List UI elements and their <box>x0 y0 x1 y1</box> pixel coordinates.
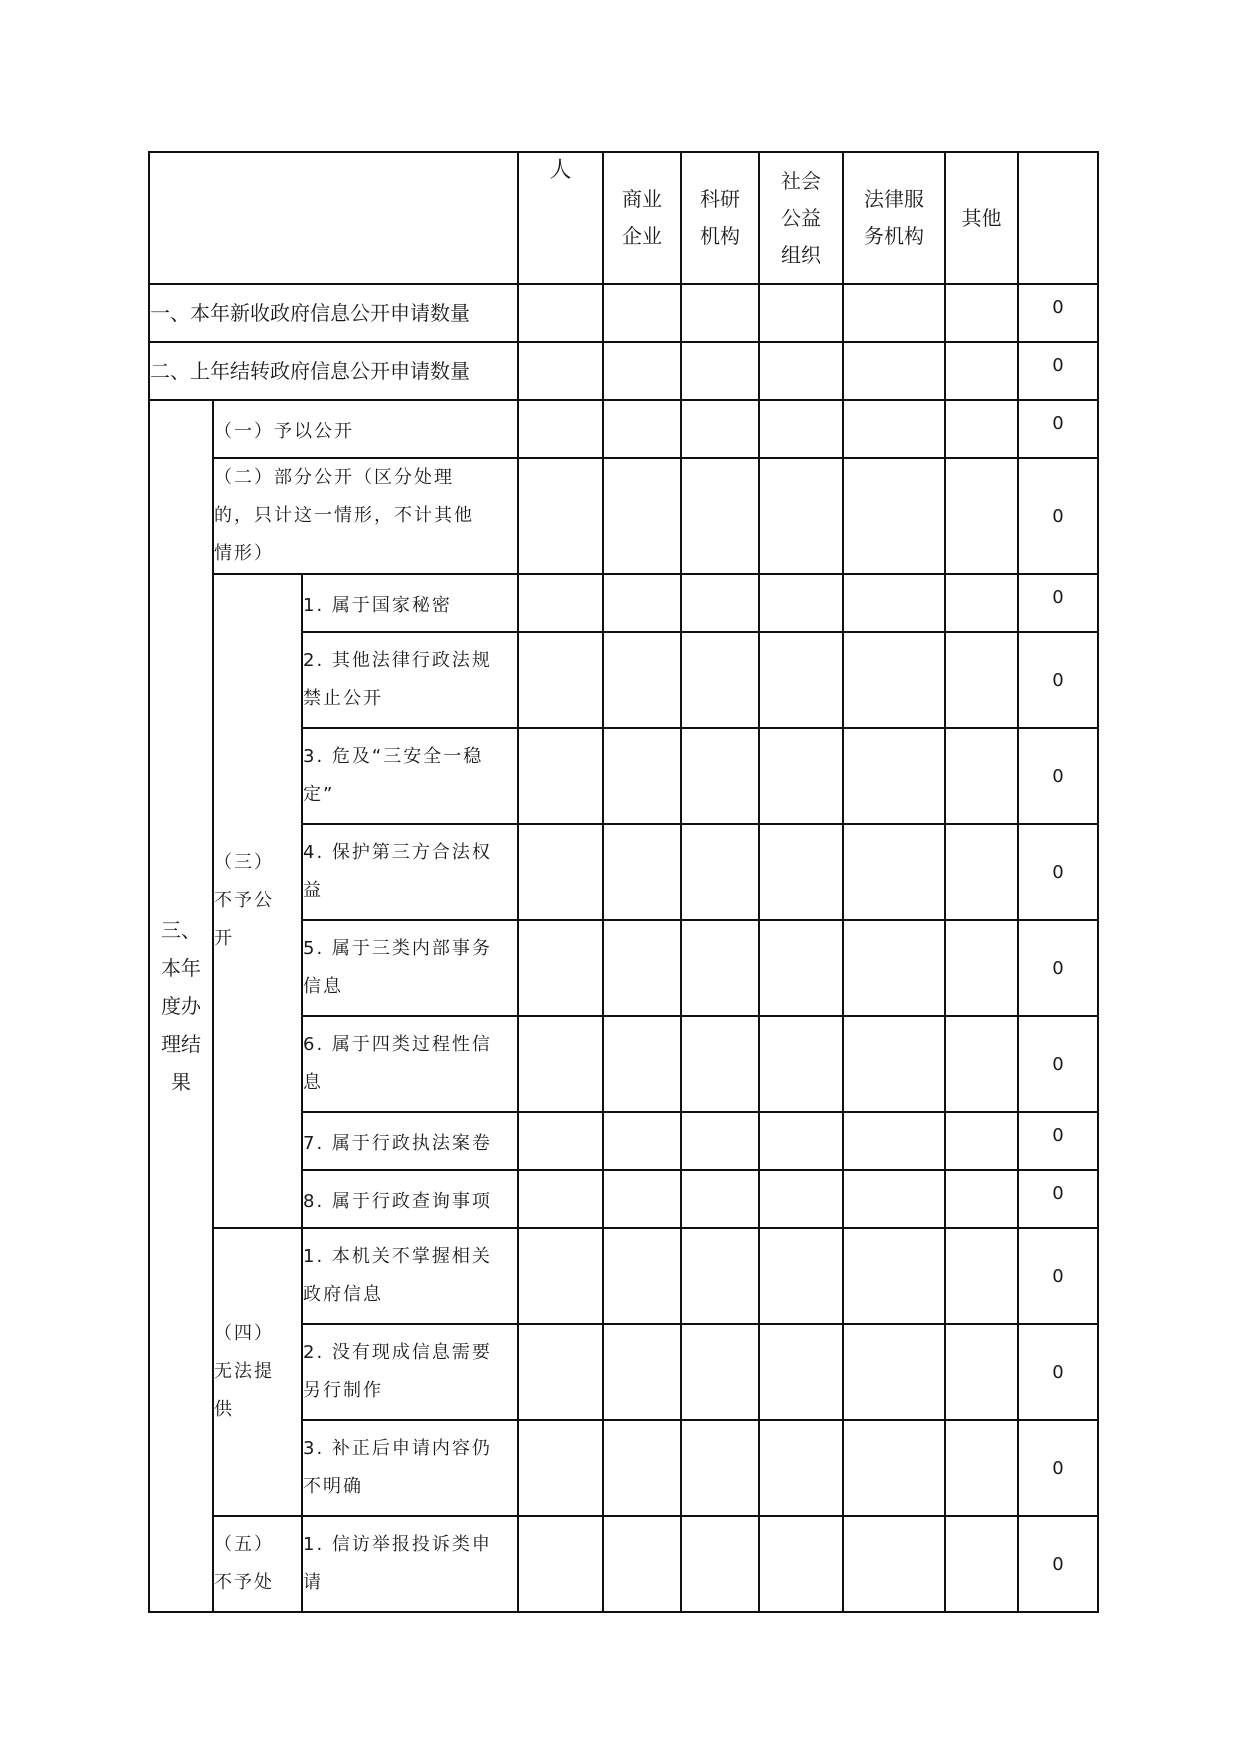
new-requests-total: 0 <box>1018 284 1098 342</box>
cell <box>945 1112 1018 1170</box>
cell <box>759 1516 843 1612</box>
cell <box>945 824 1018 920</box>
cell <box>945 1228 1018 1324</box>
cell <box>518 342 603 400</box>
unable-item-label: 2. 没有现成信息需要另行制作 <box>302 1324 518 1420</box>
cell <box>759 342 843 400</box>
header-row <box>149 152 1098 284</box>
cell <box>603 1324 681 1420</box>
cell <box>603 824 681 920</box>
cell <box>759 1016 843 1112</box>
row-new-requests <box>149 284 1098 342</box>
partial-total: 0 <box>1018 458 1098 574</box>
cell <box>681 342 759 400</box>
unable-item-label: 1. 本机关不掌握相关政府信息 <box>302 1228 518 1324</box>
partial-label: （二）部分公开（区分处理的，只计这一情形，不计其他情形） <box>213 458 518 574</box>
cell <box>681 1516 759 1612</box>
cell <box>518 824 603 920</box>
cell <box>603 632 681 728</box>
header-total-cell <box>1018 152 1098 284</box>
cell <box>518 728 603 824</box>
cell <box>681 400 759 458</box>
cell <box>945 1420 1018 1516</box>
new-requests-label: 一、本年新收政府信息公开申请数量 <box>149 284 518 342</box>
cell <box>759 400 843 458</box>
cell <box>603 1228 681 1324</box>
cell <box>843 1016 945 1112</box>
not-disclose-item-label: 8. 属于行政查询事项 <box>302 1170 518 1228</box>
not-handle-label: （五）不予处 <box>213 1516 302 1612</box>
not-disclose-item-label: 3. 危及“三安全一稳定” <box>302 728 518 824</box>
cell <box>843 284 945 342</box>
cell <box>759 824 843 920</box>
not-disclose-item-total: 0 <box>1018 1016 1098 1112</box>
not-disclose-item-total: 0 <box>1018 632 1098 728</box>
cell <box>603 1170 681 1228</box>
cell <box>843 574 945 632</box>
cell <box>681 1016 759 1112</box>
cell <box>945 728 1018 824</box>
not-disclose-item-label: 2. 其他法律行政法规禁止公开 <box>302 632 518 728</box>
row-not-disclose-1 <box>149 574 1098 632</box>
cell <box>603 284 681 342</box>
cell <box>603 1016 681 1112</box>
not-disclose-item-total: 0 <box>1018 920 1098 1016</box>
cell <box>945 632 1018 728</box>
cell <box>759 1420 843 1516</box>
cell <box>681 1324 759 1420</box>
cell <box>518 1324 603 1420</box>
cell <box>518 458 603 574</box>
cell <box>518 1420 603 1516</box>
cell <box>681 284 759 342</box>
cell <box>843 342 945 400</box>
cell <box>518 1016 603 1112</box>
cell <box>681 1420 759 1516</box>
row-disclose <box>149 400 1098 458</box>
header-person-fragment: 人 <box>518 152 603 284</box>
header-legal: 法律服务机构 <box>843 152 945 284</box>
cell <box>518 920 603 1016</box>
not-disclose-item-label: 7. 属于行政执法案卷 <box>302 1112 518 1170</box>
cell <box>603 1516 681 1612</box>
cell <box>945 1016 1018 1112</box>
cell <box>945 400 1018 458</box>
row-unable-1 <box>149 1228 1098 1324</box>
cell <box>681 728 759 824</box>
cell <box>945 1516 1018 1612</box>
not-disclose-item-label: 4. 保护第三方合法权益 <box>302 824 518 920</box>
cell <box>518 574 603 632</box>
cell <box>603 1420 681 1516</box>
cell <box>843 824 945 920</box>
cell <box>681 824 759 920</box>
cell <box>518 1170 603 1228</box>
disclosure-statistics-table <box>148 151 1099 1613</box>
cell <box>843 920 945 1016</box>
cell <box>945 284 1018 342</box>
cell <box>843 1516 945 1612</box>
not-disclose-item-total: 0 <box>1018 574 1098 632</box>
unable-item-total: 0 <box>1018 1324 1098 1420</box>
cell <box>681 1112 759 1170</box>
cell <box>518 284 603 342</box>
unable-item-total: 0 <box>1018 1420 1098 1516</box>
cell <box>518 632 603 728</box>
header-research: 科研机构 <box>681 152 759 284</box>
cell <box>843 458 945 574</box>
not-disclose-item-label: 5. 属于三类内部事务信息 <box>302 920 518 1016</box>
cell <box>603 1112 681 1170</box>
cell <box>518 1228 603 1324</box>
cell <box>603 920 681 1016</box>
cell <box>843 1420 945 1516</box>
row-carried-over <box>149 342 1098 400</box>
header-commercial: 商业企业 <box>603 152 681 284</box>
results-section-label: 三、本年度办理结果 <box>149 400 213 1612</box>
cell <box>681 458 759 574</box>
disclose-total: 0 <box>1018 400 1098 458</box>
cell <box>759 632 843 728</box>
cell <box>945 342 1018 400</box>
cell <box>681 920 759 1016</box>
cell <box>759 284 843 342</box>
cell <box>603 458 681 574</box>
cell <box>843 400 945 458</box>
cell <box>759 458 843 574</box>
not-handle-item-total: 0 <box>1018 1516 1098 1612</box>
cell <box>681 632 759 728</box>
row-not-handle-1 <box>149 1516 1098 1612</box>
header-social: 社会公益组织 <box>759 152 843 284</box>
cell <box>759 1112 843 1170</box>
row-partial <box>149 458 1098 574</box>
carried-over-total: 0 <box>1018 342 1098 400</box>
cell <box>843 1324 945 1420</box>
not-disclose-item-label: 1. 属于国家秘密 <box>302 574 518 632</box>
cell <box>945 1170 1018 1228</box>
cell <box>759 574 843 632</box>
cell <box>843 1228 945 1324</box>
unable-item-total: 0 <box>1018 1228 1098 1324</box>
cell <box>603 400 681 458</box>
not-disclose-item-total: 0 <box>1018 1112 1098 1170</box>
cell <box>843 1170 945 1228</box>
cell <box>945 1324 1018 1420</box>
header-other: 其他 <box>945 152 1018 284</box>
cell <box>603 342 681 400</box>
cell <box>759 1170 843 1228</box>
cell <box>759 1324 843 1420</box>
cell <box>945 574 1018 632</box>
unable-item-label: 3. 补正后申请内容仍不明确 <box>302 1420 518 1516</box>
disclose-label: （一）予以公开 <box>213 400 518 458</box>
not-disclose-item-total: 0 <box>1018 1170 1098 1228</box>
cell <box>759 920 843 1016</box>
cell <box>945 920 1018 1016</box>
not-disclose-item-label: 6. 属于四类过程性信息 <box>302 1016 518 1112</box>
not-handle-item-label: 1. 信访举报投诉类申请 <box>302 1516 518 1612</box>
cell <box>681 574 759 632</box>
cell <box>759 728 843 824</box>
cell <box>843 632 945 728</box>
cell <box>843 728 945 824</box>
not-disclose-item-total: 0 <box>1018 824 1098 920</box>
cell <box>518 1112 603 1170</box>
cell <box>518 1516 603 1612</box>
cell <box>603 574 681 632</box>
not-disclose-item-total: 0 <box>1018 728 1098 824</box>
not-disclose-label: （三）不予公开 <box>213 574 302 1228</box>
cell <box>945 458 1018 574</box>
header-blank-cell <box>149 152 518 284</box>
cell <box>681 1228 759 1324</box>
cell <box>518 400 603 458</box>
carried-over-label: 二、上年结转政府信息公开申请数量 <box>149 342 518 400</box>
cell <box>603 728 681 824</box>
cell <box>759 1228 843 1324</box>
unable-label: （四）无法提供 <box>213 1228 302 1516</box>
cell <box>843 1112 945 1170</box>
cell <box>681 1170 759 1228</box>
